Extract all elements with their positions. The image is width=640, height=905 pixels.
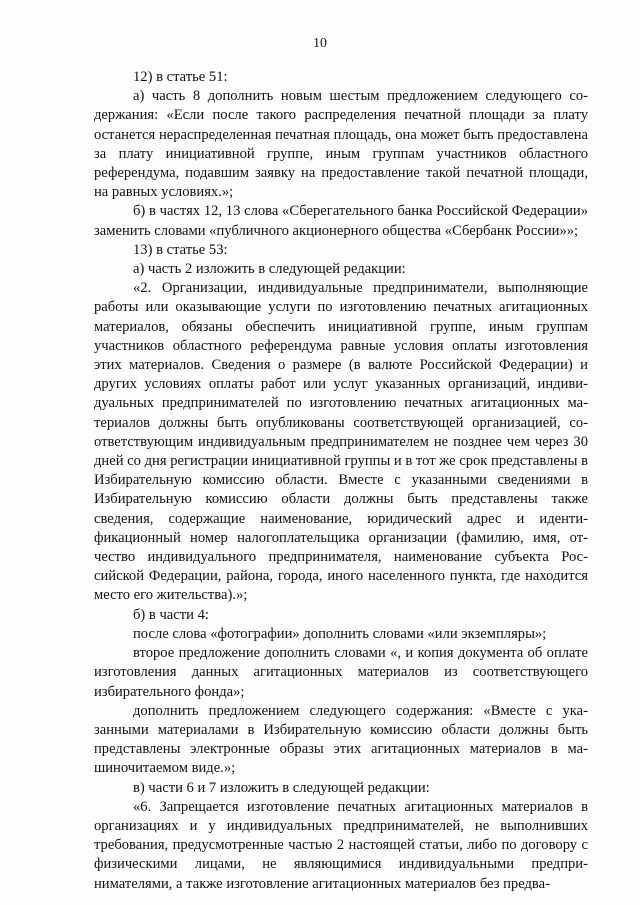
paragraph-53-c: в) части 6 и 7 изложить в следующей редакции: [133,779,430,796]
page-number: 10 [313,36,327,51]
paragraph-article-53: 13) в статье 53: [133,241,228,258]
paragraph-53-part-2: «2. Организации, индивидуальные предприниматели, выполняющие работы или оказывающие услуги по изготовлению печатных агитационных материалов, обязаны обеспечить инициативной группе, иным группам участников областного референдума равные условия оплаты изготовления этих материалов. Сведения о размере (в валюте Российской Федерации) и других условиях оплаты работ или услуг указанных организаций, индивидуальных предпринимателей по изготовлению печатных агитационных материалов должны быть опубликованы соответствующей организацией, соответствующим индивидуальным предпринимателем не позднее чем через 30 дней со дня регистрации инициативной группы и в тот же срок представлены в Избирательную комиссию области. Вместе с указанными сведениями в Избирательную комиссию области должны быть представлены также сведения, содержащие наименование, юридический адрес и идентификационный номер налогоплательщика организации (фамилию, имя, отчество индивидуального предпринимателя, наименование субъекта Российской Федерации, района, города, иного населенного пункта, где находится место его жительства).»; [94,280,588,604]
paragraph-53-b-2: второе предложение дополнить словами «, и копия документа об оплате изготовления данных агитационных материалов из соответствующего избирательного фонда»; [94,645,588,700]
paragraph-51-a: а) часть 8 дополнить новым шестым предложением следующего содержания: «Если после такого распределения печатной площади за плату останется нераспределенная печатная площадь, она может быть предоставлена за плату инициативной группе, иным группам участников областного референдума, подавшим заявку на предоставление такой печатной площади, на равных условиях.»; [94,88,588,201]
paragraph-51-b: б) в частях 12, 13 слова «Сберегательного банка Российской Федерации» заменить словами «публичного акционерного общества «Сбербанк России»»; [94,203,588,239]
document-body [94,68,588,894]
paragraph-article-51: 12) в статье 51: [133,69,228,85]
paragraph-53-b: б) в части 4: [133,606,209,623]
paragraph-53-b-1: после слова «фотографии» дополнить словами «или экземпляры»; [133,625,547,642]
paragraph-53-b-3: дополнить предложением следующего содержания: «Вместе с указанными материалами в Избирательную комиссию области должны быть представлены электронные образы этих агитационных материалов в машиночитаемом виде.»; [94,702,588,777]
paragraph-53-a: а) часть 2 изложить в следующей редакции: [133,261,406,278]
paragraph-53-part-6: «6. Запрещается изготовление печатных агитационных материалов в организациях и у индивидуальных предпринимателей, не выполнивших требования, предусмотренные частью 2 настоящей статьи, либо по договору с физическими лицами, не являющимися индивидуальными предпринимателями, а также изготовление агитационных материалов без предва- [94,798,588,892]
